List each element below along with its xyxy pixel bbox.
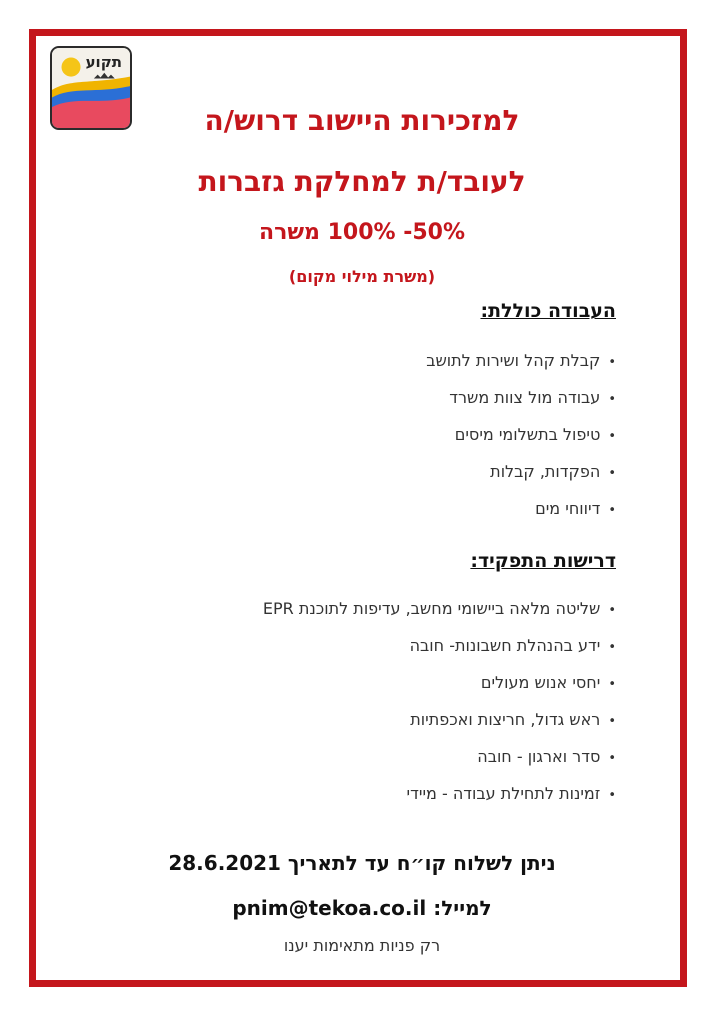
cv-deadline-date: 28.6.2021 bbox=[168, 851, 281, 875]
list-item: •סדר וארגון - חובה bbox=[263, 738, 616, 775]
requirements-section bbox=[263, 550, 616, 812]
logo-text: תקוע bbox=[85, 53, 122, 71]
list-item: •דיווחי מים bbox=[426, 490, 616, 527]
job-includes-list bbox=[426, 342, 616, 527]
list-item: •הפקדות, קבלות bbox=[426, 453, 616, 490]
list-item: •טיפול בתשלומי מיסים bbox=[426, 416, 616, 453]
list-item: •ידע בהנהלת חשבונות- חובה bbox=[263, 627, 616, 664]
title-line-2: לעובד/ת למחלקת גזברות bbox=[198, 165, 526, 198]
list-item: •זמינות לתחילת עבודה - מיידי bbox=[263, 775, 616, 812]
bullet-icon: • bbox=[608, 640, 616, 655]
bullet-icon: • bbox=[608, 603, 616, 618]
email-line bbox=[0, 896, 724, 920]
title-line-1: למזכירות היישוב דרוש/ה bbox=[204, 104, 520, 137]
email-label: למייל: bbox=[433, 896, 492, 920]
footer-note: רק פניות מתאימות יענו bbox=[283, 936, 441, 955]
bullet-icon: • bbox=[608, 466, 616, 481]
requirements-heading: דרישות התפקיד: bbox=[470, 550, 616, 572]
bullet-icon: • bbox=[608, 677, 616, 692]
job-includes-heading: העבודה כוללת: bbox=[480, 300, 616, 322]
job-includes-section bbox=[426, 300, 616, 527]
list-item: •יחסי אנוש מעולים bbox=[263, 664, 616, 701]
cv-deadline bbox=[0, 851, 724, 875]
position-note: (משרת מילוי מקום) bbox=[288, 267, 436, 286]
email-link[interactable]: pnim@tekoa.co.il bbox=[232, 896, 427, 920]
bullet-icon: • bbox=[608, 714, 616, 729]
list-item: •קבלת קהל ושירות לתושב bbox=[426, 342, 616, 379]
list-item: •ראש גדול, חריצות ואכפתיות bbox=[263, 701, 616, 738]
bullet-icon: • bbox=[608, 392, 616, 407]
bullet-icon: • bbox=[608, 788, 616, 803]
bullet-icon: • bbox=[608, 751, 616, 766]
list-item: •עבודה מול צוות משרד bbox=[426, 379, 616, 416]
bullet-icon: • bbox=[608, 429, 616, 444]
cv-deadline-label: ניתן לשלוח קו״ח עד לתאריך bbox=[287, 851, 556, 875]
requirements-list bbox=[263, 590, 616, 812]
bullet-icon: • bbox=[608, 355, 616, 370]
list-item: •שליטה מלאה ביישומי מחשב, עדיפות לתוכנת EPR bbox=[263, 590, 616, 627]
position-percentage: 50%- 100% משרה bbox=[258, 220, 466, 245]
bullet-icon: • bbox=[608, 503, 616, 518]
